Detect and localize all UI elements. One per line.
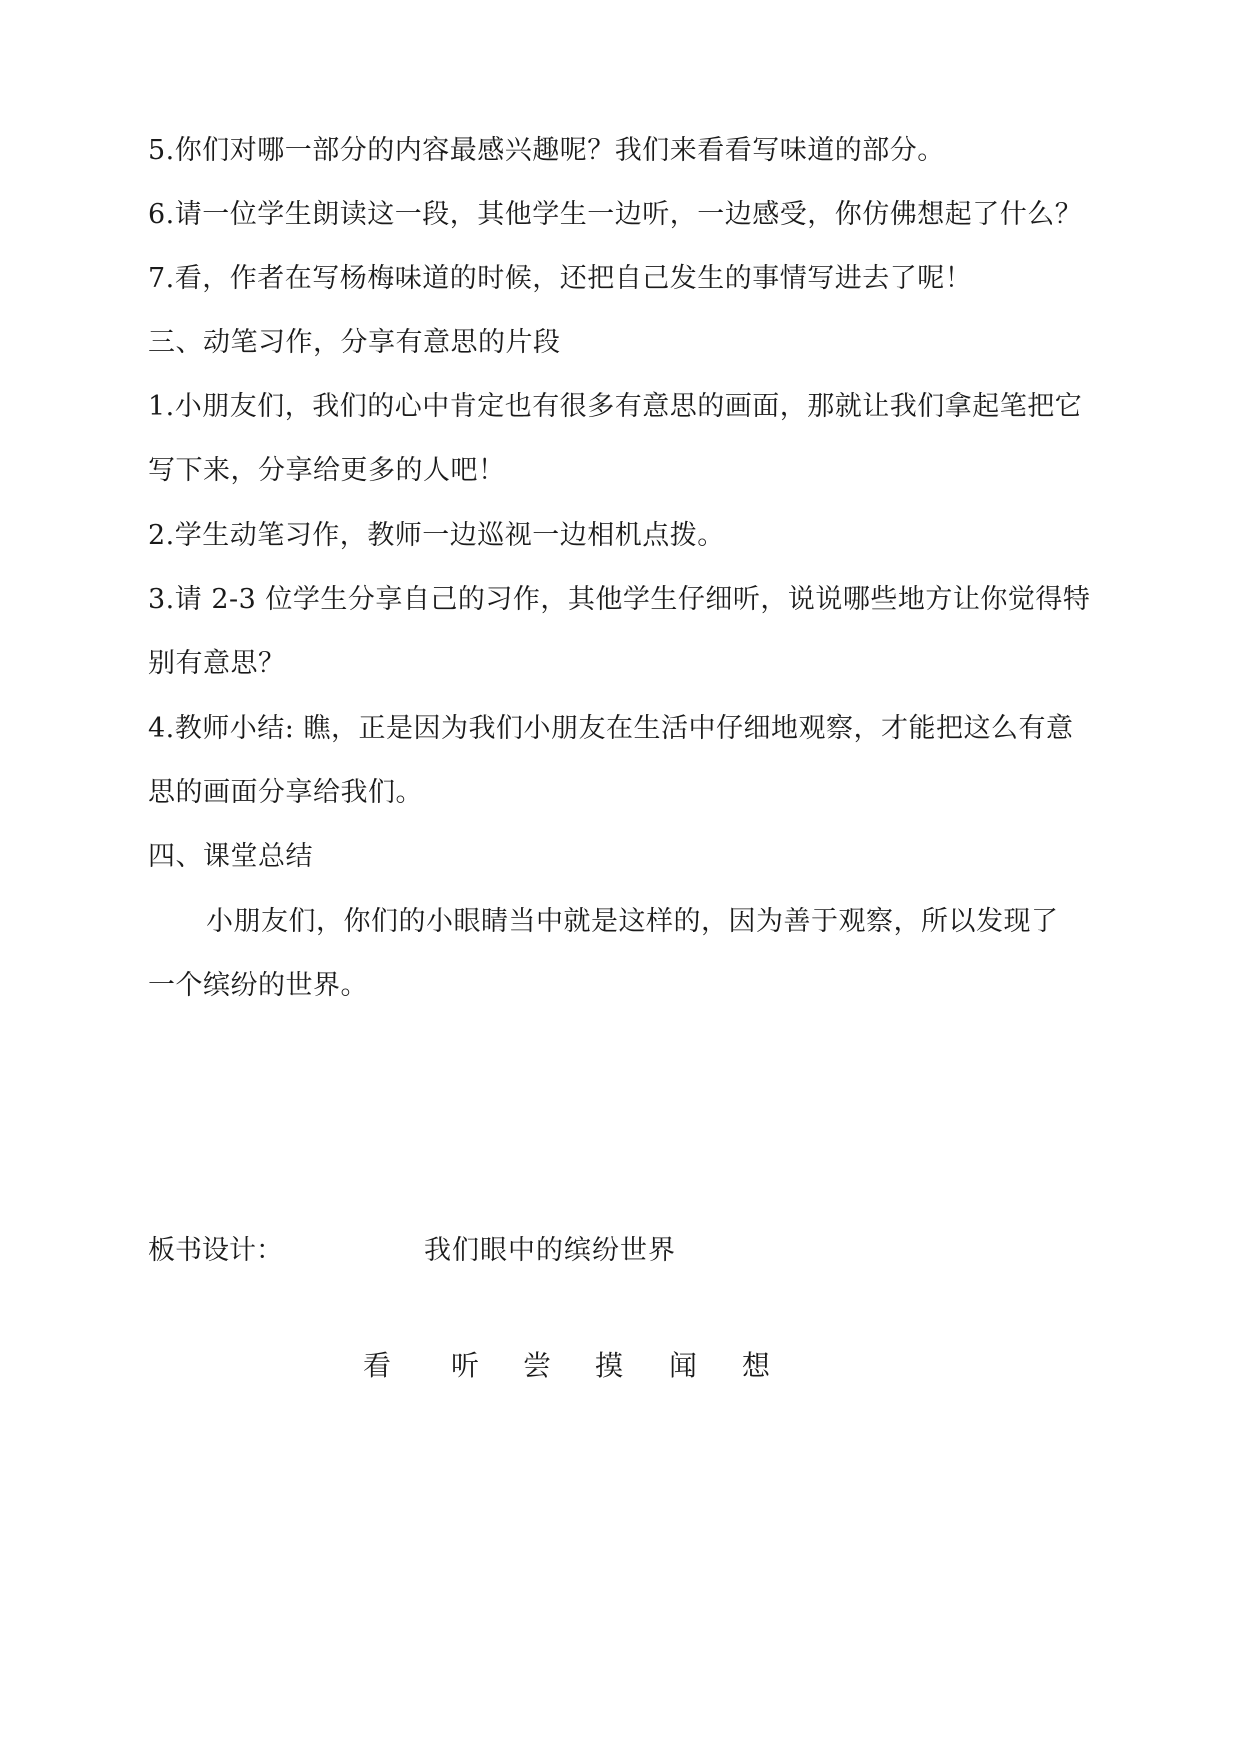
text-line-2: 6.请一位学生朗读这一段，其他学生一边听，一边感受，你仿佛想起了什么？ (148, 199, 1083, 230)
board-design-label: 板书设计： (148, 1235, 283, 1266)
board-word: 看 (363, 1349, 392, 1382)
board-word: 听 (451, 1349, 480, 1382)
text-line-7: 2.学生动笔习作，教师一边巡视一边相机点拨。 (148, 520, 725, 551)
text-line-14: 一个缤纷的世界。 (148, 970, 368, 1001)
text-line-1: 5.你们对哪一部分的内容最感兴趣呢？我们来看看写味道的部分。 (148, 135, 945, 166)
board-words-row (0, 1348, 1241, 1388)
text-line-10: 4.教师小结: 瞧，正是因为我们小朋友在生活中仔细地观察，才能把这么有意 (148, 713, 1074, 744)
text-line-13: 小朋友们，你们的小眼睛当中就是这样的，因为善于观察，所以发现了 (206, 906, 1059, 937)
board-word: 闻 (669, 1349, 698, 1382)
board-word: 摸 (595, 1349, 624, 1382)
board-design-title: 我们眼中的缤纷世界 (424, 1235, 676, 1266)
text-line-9: 别有意思？ (148, 648, 286, 679)
text-line-11: 思的画面分享给我们。 (148, 777, 423, 808)
section-heading-3: 三、动笔习作，分享有意思的片段 (148, 327, 561, 358)
section-heading-4: 四、课堂总结 (148, 841, 313, 872)
text-line-3: 7.看，作者在写杨梅味道的时候，还把自己发生的事情写进去了呢！ (148, 263, 973, 294)
board-word: 想 (742, 1349, 771, 1382)
text-line-5: 1.小朋友们，我们的心中肯定也有很多有意思的画面，那就让我们拿起笔把它 (148, 391, 1083, 422)
text-line-8: 3.请 2-3 位学生分享自己的习作，其他学生仔细听，说说哪些地方让你觉得特 (148, 584, 1091, 615)
board-word: 尝 (523, 1349, 552, 1382)
text-line-6: 写下来，分享给更多的人吧！ (148, 455, 506, 486)
